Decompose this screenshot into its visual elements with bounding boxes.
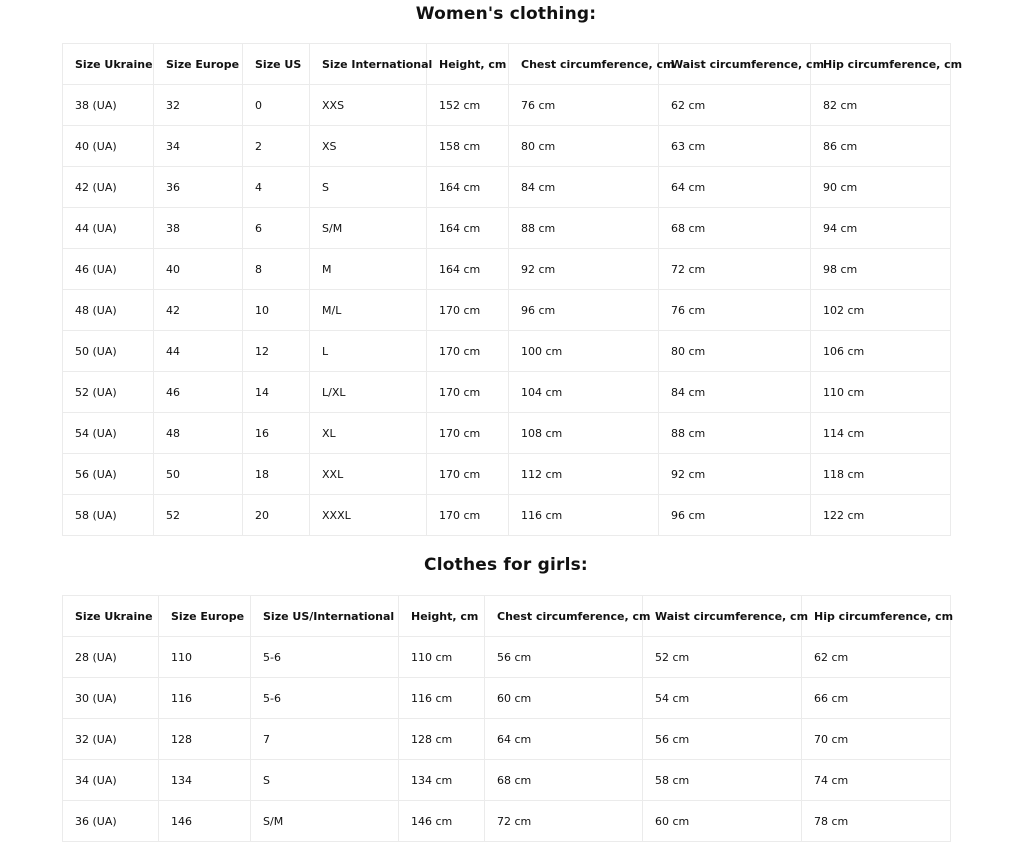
table-cell: XXXL (310, 495, 427, 536)
table-cell: 52 cm (643, 637, 802, 678)
table-cell: 88 cm (659, 413, 811, 454)
table-cell: 40 (154, 249, 243, 290)
table-cell: S/M (310, 208, 427, 249)
column-header: Size Europe (154, 44, 243, 85)
table-cell: 128 cm (399, 719, 485, 760)
table-cell: 56 cm (643, 719, 802, 760)
table-cell: M/L (310, 290, 427, 331)
column-header: Size Ukraine (63, 596, 159, 637)
table-cell: 28 (UA) (63, 637, 159, 678)
table-cell: 16 (243, 413, 310, 454)
table-row (63, 126, 951, 167)
table-cell: 60 cm (485, 678, 643, 719)
column-header: Hip circumference, cm (811, 44, 951, 85)
table-header-row (63, 44, 951, 85)
table-cell: 80 cm (659, 331, 811, 372)
table-cell: 36 (UA) (63, 801, 159, 842)
table-cell: 38 (154, 208, 243, 249)
table-row (63, 167, 951, 208)
table-cell: 76 cm (659, 290, 811, 331)
table-cell: 106 cm (811, 331, 951, 372)
table-cell: 10 (243, 290, 310, 331)
table-cell: S (251, 760, 399, 801)
table-cell: 112 cm (509, 454, 659, 495)
table-cell: 60 cm (643, 801, 802, 842)
table-cell: 64 cm (485, 719, 643, 760)
table-cell: 164 cm (427, 249, 509, 290)
table-cell: 7 (251, 719, 399, 760)
table-cell: 50 (UA) (63, 331, 154, 372)
table-cell: 72 cm (485, 801, 643, 842)
table-cell: 70 cm (802, 719, 951, 760)
table-cell: 118 cm (811, 454, 951, 495)
table-row (63, 637, 951, 678)
column-header: Chest circumference, cm (509, 44, 659, 85)
table-header-row (63, 596, 951, 637)
table-cell: 96 cm (659, 495, 811, 536)
table-cell: 34 (UA) (63, 760, 159, 801)
table-cell: 48 (154, 413, 243, 454)
table-cell: 146 cm (399, 801, 485, 842)
table-cell: 50 (154, 454, 243, 495)
table-cell: XS (310, 126, 427, 167)
table-cell: 44 (UA) (63, 208, 154, 249)
table-cell: 122 cm (811, 495, 951, 536)
womens-size-table (62, 43, 963, 536)
table-cell: 92 cm (509, 249, 659, 290)
column-header: Waist circumference, cm (643, 596, 802, 637)
table-cell: 62 cm (802, 637, 951, 678)
table-cell: 158 cm (427, 126, 509, 167)
column-header: Hip circumference, cm (802, 596, 951, 637)
table-cell: 90 cm (811, 167, 951, 208)
table-cell: 110 cm (399, 637, 485, 678)
column-header: Size US/International (251, 596, 399, 637)
column-header: Size Ukraine (63, 44, 154, 85)
table-cell: 12 (243, 331, 310, 372)
table-row (63, 719, 951, 760)
girls-clothing-title: Clothes for girls: (424, 555, 588, 575)
table-cell: 104 cm (509, 372, 659, 413)
table-cell: 74 cm (802, 760, 951, 801)
table-cell: 82 cm (811, 85, 951, 126)
table-cell: 32 (UA) (63, 719, 159, 760)
table-row (63, 801, 951, 842)
table-cell: 86 cm (811, 126, 951, 167)
table-cell: 58 cm (643, 760, 802, 801)
table-cell: 5-6 (251, 678, 399, 719)
table-row (63, 678, 951, 719)
table-cell: 164 cm (427, 208, 509, 249)
table-cell: XXS (310, 85, 427, 126)
table-cell: 38 (UA) (63, 85, 154, 126)
table-cell: 58 (UA) (63, 495, 154, 536)
column-header: Height, cm (399, 596, 485, 637)
table-cell: 76 cm (509, 85, 659, 126)
table-row (63, 413, 951, 454)
table-cell: 170 cm (427, 290, 509, 331)
table-cell: 0 (243, 85, 310, 126)
column-header: Chest circumference, cm (485, 596, 643, 637)
table-cell: 152 cm (427, 85, 509, 126)
table-cell: 14 (243, 372, 310, 413)
table-cell: 42 (UA) (63, 167, 154, 208)
table-cell: 92 cm (659, 454, 811, 495)
table-cell: 2 (243, 126, 310, 167)
table-cell: 8 (243, 249, 310, 290)
table-cell: 64 cm (659, 167, 811, 208)
table-cell: 164 cm (427, 167, 509, 208)
table-cell: 170 cm (427, 413, 509, 454)
table-cell: 30 (UA) (63, 678, 159, 719)
table-cell: 46 (154, 372, 243, 413)
table-cell: L/XL (310, 372, 427, 413)
table-row (63, 290, 951, 331)
table-cell: 78 cm (802, 801, 951, 842)
table-cell: 84 cm (659, 372, 811, 413)
table-row (63, 331, 951, 372)
table-cell: 48 (UA) (63, 290, 154, 331)
table-cell: 46 (UA) (63, 249, 154, 290)
table-cell: 18 (243, 454, 310, 495)
table-cell: 170 cm (427, 495, 509, 536)
table-cell: 5-6 (251, 637, 399, 678)
table-cell: 6 (243, 208, 310, 249)
table-cell: 146 (159, 801, 251, 842)
table-cell: 116 cm (399, 678, 485, 719)
table-cell: 110 (159, 637, 251, 678)
table-cell: 128 (159, 719, 251, 760)
table-cell: 66 cm (802, 678, 951, 719)
table-row (63, 249, 951, 290)
table-cell: 63 cm (659, 126, 811, 167)
table-cell: 32 (154, 85, 243, 126)
column-header: Height, cm (427, 44, 509, 85)
table-row (63, 495, 951, 536)
table-cell: 114 cm (811, 413, 951, 454)
table-cell: 56 (UA) (63, 454, 154, 495)
column-header: Waist circumference, cm (659, 44, 811, 85)
table-cell: 134 (159, 760, 251, 801)
column-header: Size US (243, 44, 310, 85)
table-cell: 170 cm (427, 331, 509, 372)
girls-size-table (62, 595, 954, 842)
table-row (63, 85, 951, 126)
table-row (63, 760, 951, 801)
table-cell: 96 cm (509, 290, 659, 331)
table-cell: 100 cm (509, 331, 659, 372)
table-cell: 88 cm (509, 208, 659, 249)
table-cell: 42 (154, 290, 243, 331)
column-header: Size Europe (159, 596, 251, 637)
womens-clothing-title: Women's clothing: (415, 4, 597, 24)
table-cell: S (310, 167, 427, 208)
table-cell: 34 (154, 126, 243, 167)
table-cell: 116 cm (509, 495, 659, 536)
table-cell: XXL (310, 454, 427, 495)
table-row (63, 208, 951, 249)
table-row (63, 372, 951, 413)
table-cell: S/M (251, 801, 399, 842)
table-cell: 20 (243, 495, 310, 536)
column-header: Size International (310, 44, 427, 85)
table-cell: 52 (UA) (63, 372, 154, 413)
table-cell: 4 (243, 167, 310, 208)
table-cell: 134 cm (399, 760, 485, 801)
table-cell: 54 (UA) (63, 413, 154, 454)
table-cell: 62 cm (659, 85, 811, 126)
table-cell: XL (310, 413, 427, 454)
table-cell: 108 cm (509, 413, 659, 454)
table-cell: 56 cm (485, 637, 643, 678)
table-cell: 170 cm (427, 372, 509, 413)
table-cell: 68 cm (659, 208, 811, 249)
table-cell: 36 (154, 167, 243, 208)
table-cell: 40 (UA) (63, 126, 154, 167)
table-cell: 116 (159, 678, 251, 719)
table-cell: 52 (154, 495, 243, 536)
table-cell: M (310, 249, 427, 290)
table-cell: 68 cm (485, 760, 643, 801)
table-cell: 170 cm (427, 454, 509, 495)
table-cell: 44 (154, 331, 243, 372)
table-cell: 110 cm (811, 372, 951, 413)
table-cell: 84 cm (509, 167, 659, 208)
table-cell: 80 cm (509, 126, 659, 167)
table-cell: 54 cm (643, 678, 802, 719)
table-cell: 94 cm (811, 208, 951, 249)
table-cell: 98 cm (811, 249, 951, 290)
table-row (63, 454, 951, 495)
table-cell: 72 cm (659, 249, 811, 290)
table-cell: 102 cm (811, 290, 951, 331)
table-cell: L (310, 331, 427, 372)
